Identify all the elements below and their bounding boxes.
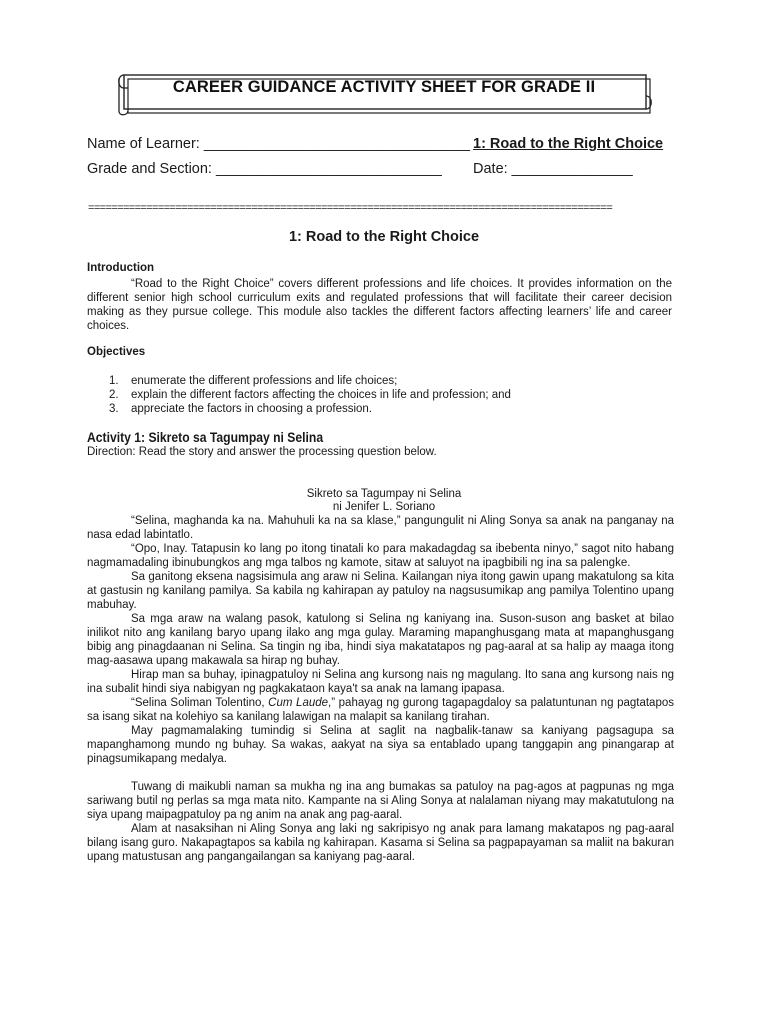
story-title: Sikreto sa Tagumpay ni Selina [306,488,462,500]
story-paragraph: “Selina, maghanda ka na. Mahuhuli ka na sa klase,” pangungulit ni Aling Sonya sa anak na panganay na nasa edad labintatlo. [87,515,674,541]
list-item: 1. enumerate the different professions and life choices; [109,375,398,387]
story-body [87,514,674,864]
introduction-text: “Road to the Right Choice” covers different professions and life choices. It provides information on the different senior high school curriculum exits and regulated professions that will facilitate their career decision making as they pursue college. This module also tackles the different factors affecting learners’ life and career choices. [87,278,672,332]
date-field: Date: _______________ [473,161,633,177]
story-paragraph: Sa ganitong eksena nagsisimula ang araw ni Selina. Kailangan niya itong gawin upang makatulong sa kita at gastusin ng kanilang pamilya. Sa kabila ng kahirapan ay patuloy na nagsusumikap ang pamilya Tolentino upang mabuhay. [87,571,674,611]
cum-laude-text: Cum Laude [268,697,329,709]
story-author: ni Jenifer L. Soriano [332,501,436,513]
grade-section-field: Grade and Section: ____________________________ [87,161,442,177]
activity-title: Activity 1: Sikreto sa Tagumpay ni Selina [87,430,324,445]
page-title: CAREER GUIDANCE ACTIVITY SHEET FOR GRADE II [172,78,596,96]
story-paragraph: Tuwang di maikubli naman sa mukha ng ina ang bumakas sa patuloy na pag-agos at pagpunas ng mga sariwang butil ng perlas sa mga mata nito. Kampante na si Aling Sonya at nalalaman niyang may makatutulong na siya upang maipagpatuloy pa ng anim na anak ang pag-aaral. [87,781,674,821]
story-paragraph: “Selina Soliman Tolentino, Cum Laude,” pahayag ng gurong tagapagdaloy sa palatuntunan ng pagtatapos sa isang sikat na kolehiyo sa kanilang lalawigan na malapit sa kanilang tirahan. [87,697,674,723]
story-paragraph: Alam at nasaksihan ni Aling Sonya ang laki ng sakripisyo ng anak para lamang makatapos ng pag-aaral bilang isang guro. Nakapagtapos sa kabila ng kahirapan. Kasama si Selina sa pagpapayaman sa maliit na bakuran upang matustusan ang pangangailangan sa kaniyang pag-aaral. [87,823,674,863]
divider-line: ========================================================================================== [88,202,613,214]
learner-name-field: Name of Learner: _________________________________ [87,136,470,152]
objectives-heading: Objectives [87,346,146,358]
title-banner [114,66,654,118]
story-paragraph: Sa mga araw na walang pasok, katulong si Selina ng kaniyang ina. Suson-suson ang basket at bilao inilikot nito ang kanilang baryo upang ilako ang mga gulay. Maraming mapanghusgang mata at mapanghusgang bibig ang pinagdaanan ni Selina. Sa tingin ng iba, hindi siya makatatapos ng pag-aaral at sa halip ay maaga itong mag-aasawa upang makawala sa hirap ng buhay. [87,613,674,667]
story-paragraph: Hirap man sa buhay, ipinagpatuloy ni Selina ang kursong nais ng magulang. Ito sana ang kursong nais ng ina subalit hindi siya nabigyan ng pagkakataon kaya't sa anak na lamang ipapasa. [87,669,674,695]
module-reference: 1: Road to the Right Choice [473,136,664,152]
story-paragraph: “Opo, Inay. Tatapusin ko lang po itong tinatali ko para makadagdag sa ibebenta ninyo,” sagot nito habang nagmamadaling ibinubungkos ang mga talbos ng kamote, sitaw at saluyot na ipagbibili ng ina sa palengke. [87,543,674,569]
module-title: 1: Road to the Right Choice [288,229,480,245]
list-item: 2. explain the different factors affecting the choices in life and profession; and [109,389,511,401]
list-item: 3. appreciate the factors in choosing a profession. [109,403,373,415]
introduction-heading: Introduction [87,262,155,274]
objectives-list [87,374,511,416]
story-paragraph: May pagmamalaking tumindig si Selina at saglit na nagbalik-tanaw sa kaniyang pagsagupa sa mapanghamong mundo ng buhay. Sa wakas, aakyat na siya sa entablado upang tanggapin ang pinangarap at pinagsumikapang medalya. [87,725,674,765]
activity-direction: Direction: Read the story and answer the processing question below. [87,446,437,458]
